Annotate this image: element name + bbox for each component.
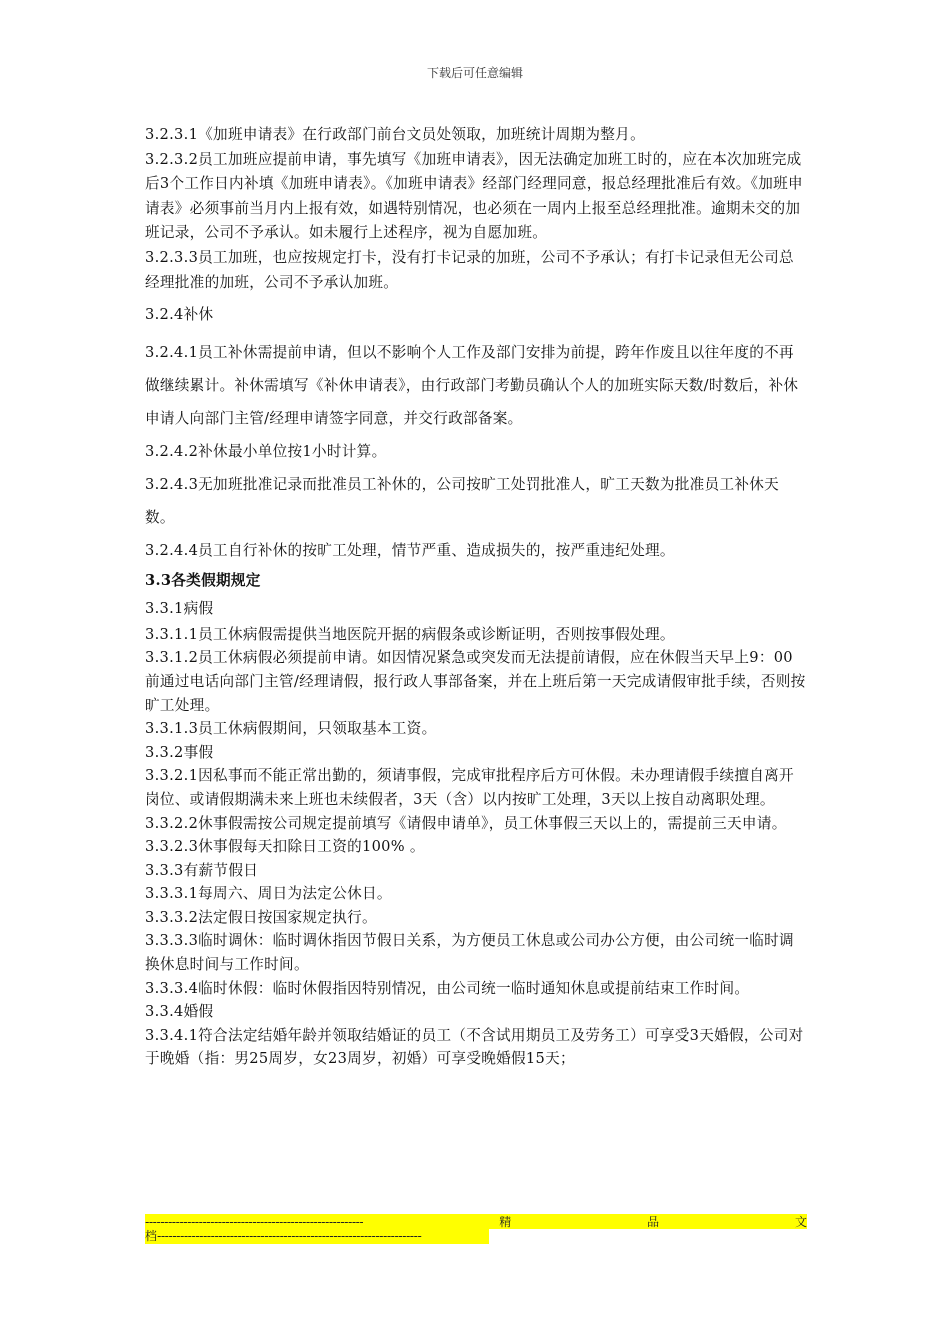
paragraph-3-2-4-3: 3.2.4.3无加班批准记录而批准员工补休的，公司按旷工处罚批准人，旷工天数为批准员工补休天数。 (145, 475, 780, 526)
section-3-3-3-title: 3.3.3有薪节假日 (145, 861, 259, 879)
paragraph-3-3-3-4: 3.3.3.4临时休假：临时休假指因特别情况，由公司统一临时通知休息或提前结束工作时间。 (145, 979, 750, 997)
paragraph-3-3-3-3: 3.3.3.3临时调休：临时调休指因节假日关系，为方便员工休息或公司办公方便，由公司统一临时调换休息时间与工作时间。 (145, 932, 794, 974)
paragraph-3-2-3-3: 3.2.3.3员工加班，也应按规定打卡，没有打卡记录的加班，公司不予承认；有打卡记录但无公司总经理批准的加班，公司不予承认加班。 (145, 248, 794, 291)
paragraph-3-3-3-1: 3.3.3.1每周六、周日为法定公休日。 (145, 885, 392, 903)
paragraph-3-2-4-2: 3.2.4.2补休最小单位按1小时计算。 (145, 442, 387, 460)
footer-line-1 (145, 1214, 807, 1229)
footer-line-2 (145, 1229, 489, 1244)
paragraph-3-2-4-4: 3.2.4.4员工自行补休的按旷工处理，情节严重、造成损失的，按严重违纪处理。 (145, 541, 675, 559)
paragraph-3-2-4-1: 3.2.4.1员工补休需提前申请，但以不影响个人工作及部门安排为前提，跨年作废且以往年度的不再做继续累计。补休需填写《补休申请表》，由行政部门考勤员确认个人的加班实际天数/时数后，补休申请人向部门主管/经理申请签字同意，并交行政部备案。 (145, 343, 799, 427)
paragraph-3-2-3-1: 3.2.3.1《加班申请表》在行政部门前台文员处领取，加班统计周期为整月。 (145, 126, 645, 143)
page-header: 下载后可任意编辑 (426, 66, 523, 80)
paragraph-3-3-2-2: 3.3.2.2休事假需按公司规定提前填写《请假申请单》，员工休事假三天以上的，需提前三天申请。 (145, 814, 787, 832)
paragraph-3-3-2-3: 3.3.2.3休事假每天扣除日工资的100% 。 (145, 838, 425, 856)
section-3-3-heading: 3.3各类假期规定 (145, 571, 261, 589)
section-3-3-1-title: 3.3.1病假 (145, 599, 214, 617)
paragraph-3-3-1-3: 3.3.1.3员工休病假期间，只领取基本工资。 (145, 720, 437, 738)
footer-dashes-1: --------------------------------------------------------- (145, 1214, 364, 1229)
footer-watermark (145, 1214, 807, 1244)
paragraph-3-2-3-2: 3.2.3.2员工加班应提前申请，事先填写《加班申请表》，因无法确定加班工时的，应在本次加班完成后3个工作日内补填《加班申请表》。《加班申请表》经部门经理同意，报总经理批准后有效。《加班申请表》必须事前当月内上报有效，如遇特别情况，也必须在一周内上报至总经理批准。逾期未交的加班记录，公司不予承认。如未履行上述程序，视为自愿加班。 (145, 150, 803, 242)
document-body (145, 123, 807, 1071)
paragraph-3-3-3-2: 3.3.3.2法定假日按国家规定执行。 (145, 908, 377, 926)
footer-char-4: 档 (145, 1229, 158, 1243)
paragraph-3-3-1-1: 3.3.1.1员工休病假需提供当地医院开据的病假条或诊断证明，否则按事假处理。 (145, 625, 675, 643)
paragraph-3-3-2-1: 3.3.2.1因私事而不能正常出勤的，须请事假，完成审批程序后方可休假。未办理请假手续擅自离开岗位、或请假期满未来上班也未续假者，3天（含）以内按旷工处理，3天以上按自动离职处理。 (145, 767, 794, 808)
section-3-2-4-title: 3.2.4补休 (145, 306, 214, 324)
section-3-3-2-title: 3.3.2事假 (145, 743, 214, 761)
paragraph-3-3-4-1: 3.3.4.1符合法定结婚年龄并领取结婚证的员工（不含试用期员工及劳务工）可享受3天婚假，公司对于晚婚（指：男25周岁，女23周岁，初婚）可享受晚婚假15天； (145, 1026, 804, 1068)
footer-dashes-2: --------------------------------------------------------------------- (157, 1229, 422, 1243)
footer-char-3: 文 (794, 1214, 807, 1229)
footer-char-2: 品 (647, 1214, 660, 1229)
footer-char-1: 精 (499, 1214, 512, 1229)
paragraph-3-3-1-2: 3.3.1.2员工休病假必须提前申请。如因情况紧急或突发而无法提前请假，应在休假当天早上9：00前通过电话向部门主管/经理请假，报行政人事部备案，并在上班后第一天完成请假审批手续，否则按旷工处理。 (145, 649, 806, 714)
section-3-3-4-title: 3.3.4婚假 (145, 1003, 214, 1021)
